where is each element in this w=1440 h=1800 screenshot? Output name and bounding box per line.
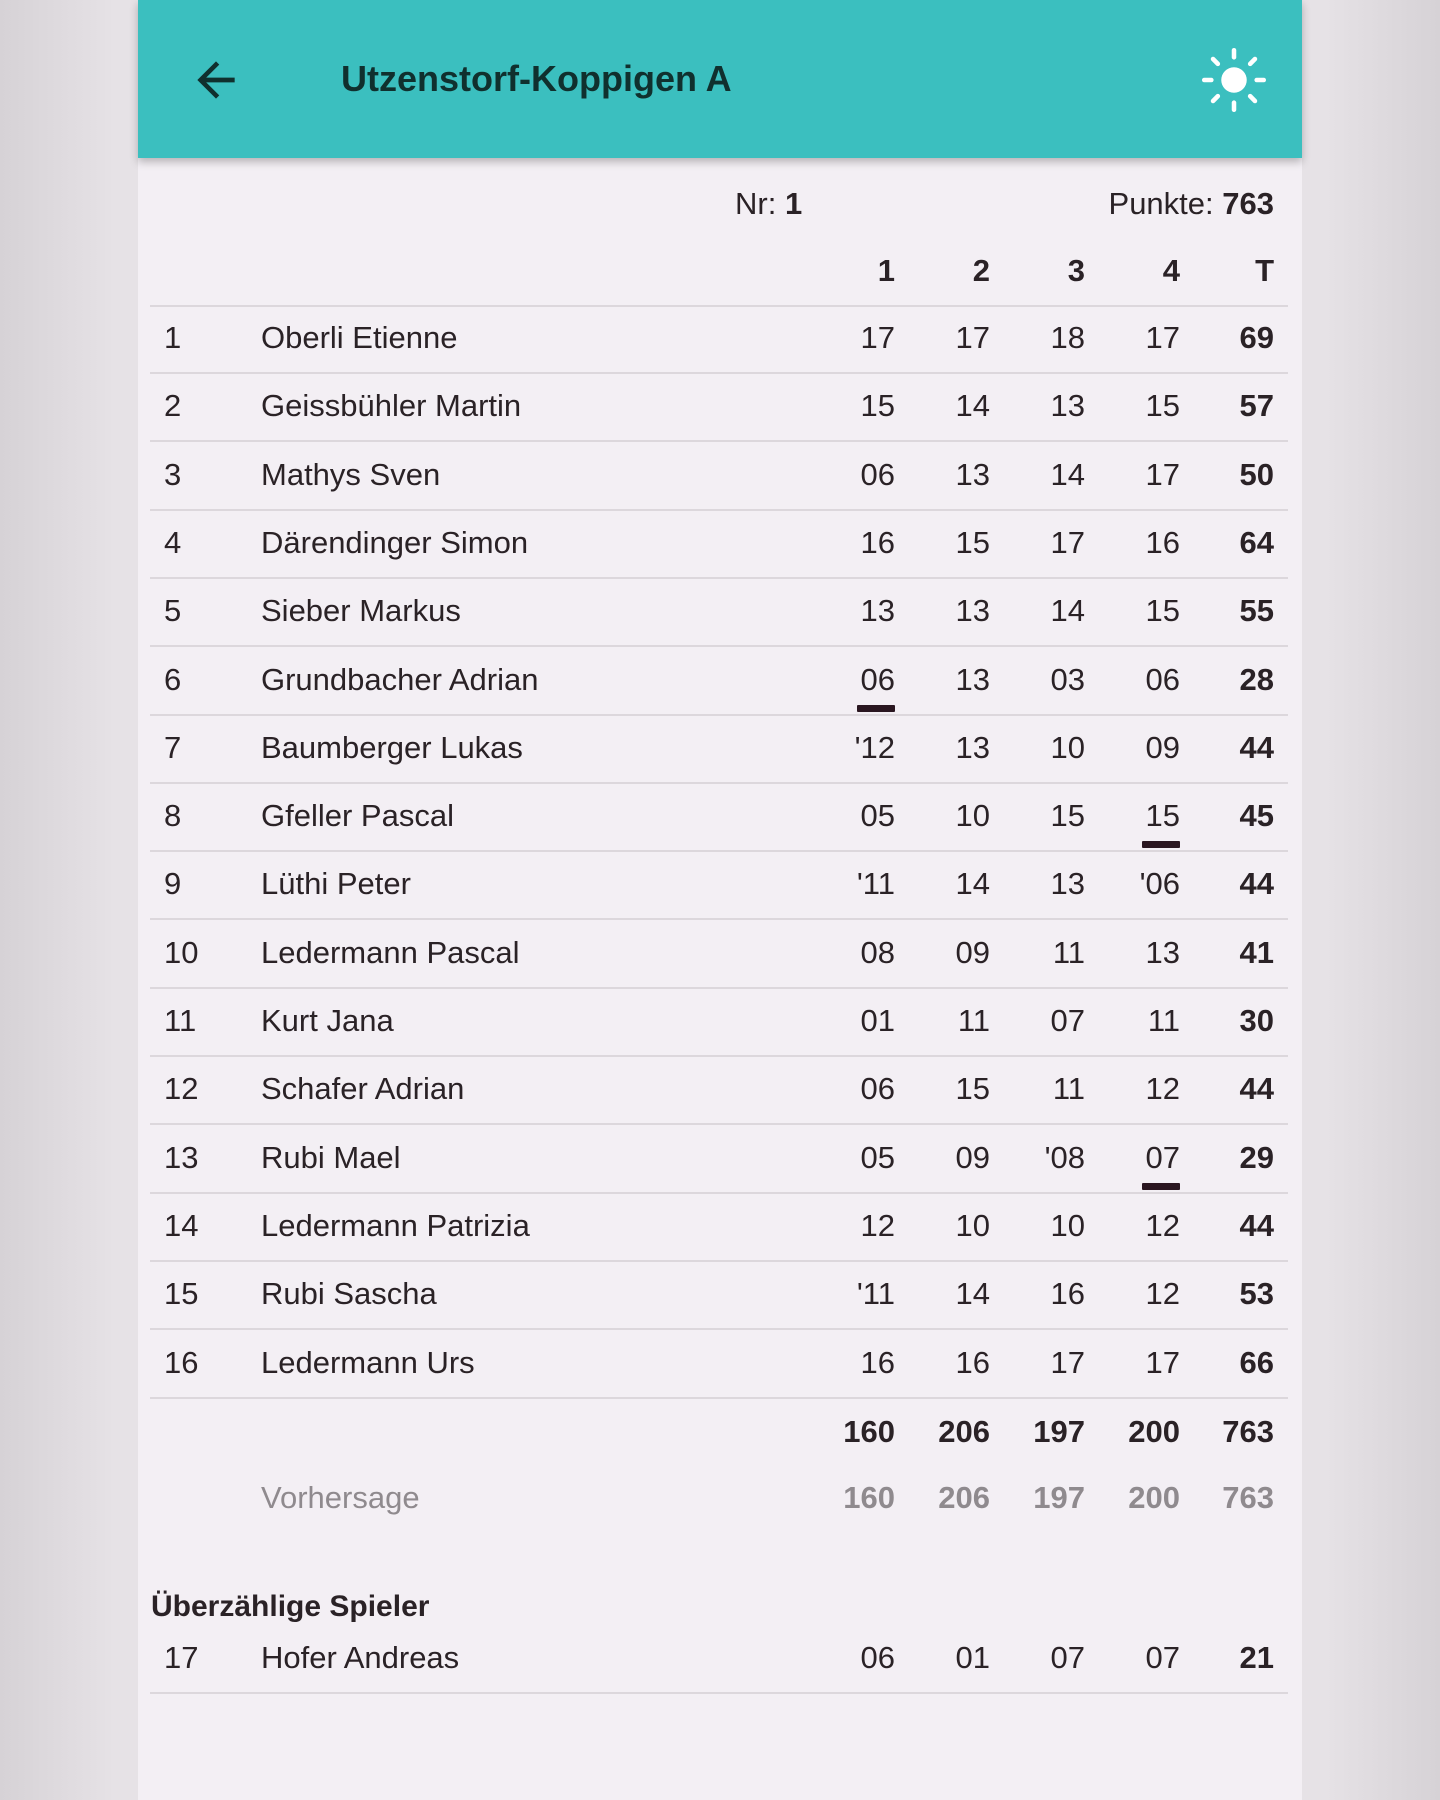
score-cell: 14 <box>955 1276 990 1312</box>
score-cell: 13 <box>955 661 990 697</box>
score-cell: 17 <box>860 320 895 355</box>
player-rank: 16 <box>164 1344 199 1380</box>
player-row[interactable] <box>150 1192 1288 1262</box>
total-value: 763 <box>1222 1414 1274 1449</box>
player-name: Mathys Sven <box>261 456 441 492</box>
column-header: 4 <box>1162 253 1180 288</box>
score-cell: 10 <box>955 798 990 834</box>
player-rank: 13 <box>164 1139 199 1175</box>
score-cell: '12 <box>854 729 895 765</box>
player-total: 41 <box>1239 934 1274 970</box>
score-cell: 08 <box>860 934 895 970</box>
player-total: 44 <box>1239 866 1274 902</box>
score-cell: 07 <box>1090 1138 1180 1178</box>
score-cell: 17 <box>1145 320 1180 355</box>
forecast-value: 763 <box>1222 1480 1274 1515</box>
player-row[interactable] <box>150 509 1288 579</box>
score-cell: 15 <box>1145 593 1180 629</box>
score-cell: 16 <box>860 524 895 560</box>
score-cell: 17 <box>1050 524 1085 560</box>
column-header: 1 <box>877 253 895 288</box>
score-cell: 14 <box>955 388 990 424</box>
score-cell: 11 <box>1052 934 1085 970</box>
forecast-value: 200 <box>1128 1480 1180 1515</box>
arrow-left-icon[interactable] <box>188 52 244 108</box>
player-rank: 8 <box>164 798 182 834</box>
extra-players-heading: Überzählige Spieler <box>151 1590 430 1623</box>
nr-label: Nr: <box>735 186 777 221</box>
player-rank: 5 <box>164 593 182 629</box>
score-cell: 05 <box>860 1139 895 1175</box>
score-cell: 12 <box>1145 1071 1180 1107</box>
player-row[interactable] <box>150 304 1288 374</box>
forecast-label: Vorhersage <box>261 1480 420 1515</box>
player-row[interactable] <box>150 372 1288 442</box>
score-cell: 16 <box>860 1344 895 1380</box>
table-header <box>150 237 1288 307</box>
score-cell: 11 <box>1147 1003 1180 1038</box>
score-cell: 06 <box>860 456 895 492</box>
score-cell: 16 <box>1050 1276 1085 1312</box>
player-name: Baumberger Lukas <box>261 729 523 765</box>
player-rank: 1 <box>164 320 182 355</box>
score-cell: 13 <box>1050 866 1085 902</box>
player-total: 64 <box>1239 524 1274 560</box>
score-cell: 11 <box>957 1003 990 1038</box>
score-cell: 18 <box>1050 320 1085 355</box>
score-cell: 16 <box>955 1344 990 1380</box>
score-cell: 12 <box>1145 1207 1180 1243</box>
score-cell: 17 <box>1050 1344 1085 1380</box>
player-total: 45 <box>1239 798 1274 834</box>
forecast-value: 197 <box>1033 1480 1085 1515</box>
total-value: 206 <box>938 1414 990 1449</box>
score-cell: 03 <box>1050 661 1085 697</box>
punkte-value: 763 <box>1222 186 1274 221</box>
score-cell: 15 <box>955 524 990 560</box>
score-cell: '08 <box>1044 1139 1085 1175</box>
player-row[interactable] <box>150 1329 1288 1399</box>
score-cell: 16 <box>1145 524 1180 560</box>
player-rank: 15 <box>164 1276 199 1312</box>
player-name: Kurt Jana <box>261 1003 394 1038</box>
player-total: 30 <box>1239 1003 1274 1038</box>
player-row[interactable] <box>150 1260 1288 1330</box>
player-total: 53 <box>1239 1276 1274 1312</box>
player-total: 57 <box>1239 388 1274 424</box>
score-cell: 15 <box>1145 388 1180 424</box>
score-cell: 15 <box>1050 798 1085 834</box>
score-cell: 15 <box>955 1071 990 1107</box>
player-name: Rubi Mael <box>261 1139 401 1175</box>
score-cell: 17 <box>1145 1344 1180 1380</box>
player-rank: 2 <box>164 388 182 424</box>
score-cell: 10 <box>1050 1207 1085 1243</box>
totals-row <box>150 1398 1288 1466</box>
player-row[interactable] <box>150 577 1288 647</box>
player-total: 21 <box>1239 1640 1274 1675</box>
score-cell: 06 <box>860 1640 895 1675</box>
score-cell: 11 <box>1052 1071 1085 1107</box>
player-name: Geissbühler Martin <box>261 388 522 424</box>
player-rank: 17 <box>164 1640 199 1675</box>
score-cell: 13 <box>955 593 990 629</box>
player-total: 69 <box>1239 320 1274 355</box>
score-cell: 09 <box>955 1139 990 1175</box>
player-name: Hofer Andreas <box>261 1640 460 1675</box>
player-total: 29 <box>1239 1139 1274 1175</box>
player-row[interactable] <box>150 782 1288 852</box>
forecast-value: 206 <box>938 1480 990 1515</box>
player-row[interactable] <box>150 646 1288 716</box>
score-cell: 01 <box>860 1003 895 1038</box>
total-value: 200 <box>1128 1414 1180 1449</box>
team-points <box>1109 184 1274 224</box>
player-rank: 4 <box>164 524 182 560</box>
player-name: Ledermann Patrizia <box>261 1207 530 1243</box>
score-cell: 07 <box>1050 1003 1085 1038</box>
player-row[interactable] <box>150 1055 1288 1125</box>
player-rank: 12 <box>164 1071 199 1107</box>
score-cell: 06 <box>805 660 895 700</box>
player-total: 50 <box>1239 456 1274 492</box>
nr-value: 1 <box>784 186 803 221</box>
player-name: Schafer Adrian <box>261 1071 465 1107</box>
player-total: 28 <box>1239 661 1274 697</box>
column-header: T <box>1255 253 1274 288</box>
player-rank: 6 <box>164 661 182 697</box>
player-rank: 7 <box>164 729 182 765</box>
player-total: 44 <box>1239 1071 1274 1107</box>
score-cell: 13 <box>955 456 990 492</box>
score-cell: 12 <box>860 1207 895 1243</box>
player-row[interactable] <box>150 987 1288 1057</box>
player-name: Ledermann Pascal <box>261 934 520 970</box>
score-cell: 14 <box>1050 593 1085 629</box>
player-total: 44 <box>1239 1207 1274 1243</box>
player-row[interactable] <box>150 919 1288 989</box>
total-value: 197 <box>1033 1414 1085 1449</box>
player-row[interactable] <box>150 714 1288 784</box>
score-cell: 12 <box>1145 1276 1180 1312</box>
player-total: 66 <box>1239 1344 1274 1380</box>
score-cell: 10 <box>955 1207 990 1243</box>
column-header: 3 <box>1067 253 1085 288</box>
score-cell: 09 <box>955 934 990 970</box>
score-cell: 14 <box>1050 456 1085 492</box>
player-name: Gfeller Pascal <box>261 798 454 834</box>
player-row[interactable] <box>150 1624 1288 1694</box>
player-name: Oberli Etienne <box>261 320 458 355</box>
player-name: Grundbacher Adrian <box>261 661 539 697</box>
score-cell: 17 <box>955 320 990 355</box>
player-total: 55 <box>1239 593 1274 629</box>
player-name: Rubi Sascha <box>261 1276 437 1312</box>
player-rank: 11 <box>164 1003 197 1038</box>
team-number <box>735 184 802 224</box>
team-panel <box>138 0 1302 1800</box>
player-row[interactable] <box>150 850 1288 920</box>
total-value: 160 <box>843 1414 895 1449</box>
player-row[interactable] <box>150 441 1288 511</box>
score-cell: 15 <box>1090 796 1180 836</box>
score-cell: 13 <box>1145 934 1180 970</box>
score-cell: 13 <box>1050 388 1085 424</box>
score-cell: 06 <box>860 1071 895 1107</box>
score-cell: '06 <box>1139 866 1180 902</box>
score-cell: 09 <box>1145 729 1180 765</box>
score-cell: 05 <box>860 798 895 834</box>
player-rank: 3 <box>164 456 182 492</box>
player-rank: 14 <box>164 1207 199 1243</box>
forecast-value: 160 <box>843 1480 895 1515</box>
player-name: Lüthi Peter <box>261 866 411 902</box>
score-cell: 13 <box>860 593 895 629</box>
punkte-label: Punkte: <box>1108 186 1214 221</box>
score-cell: 01 <box>955 1640 990 1675</box>
player-rank: 9 <box>164 866 182 902</box>
score-cell: '11 <box>856 1276 895 1312</box>
player-row[interactable] <box>150 1124 1288 1194</box>
score-cell: 06 <box>1145 661 1180 697</box>
score-cell: 07 <box>1145 1640 1180 1675</box>
score-cell: 15 <box>860 388 895 424</box>
score-cell: 13 <box>955 729 990 765</box>
player-name: Ledermann Urs <box>261 1344 475 1380</box>
column-header: 2 <box>972 253 990 288</box>
score-cell: 14 <box>955 866 990 902</box>
sun-icon[interactable] <box>1200 46 1268 114</box>
page-title: Utzenstorf-Koppigen A <box>341 58 732 99</box>
player-name: Därendinger Simon <box>261 524 529 560</box>
score-cell: 10 <box>1050 729 1085 765</box>
player-rank: 10 <box>164 934 199 970</box>
player-total: 44 <box>1239 729 1274 765</box>
score-cell: '11 <box>856 866 895 902</box>
score-cell: 07 <box>1050 1640 1085 1675</box>
forecast-row <box>150 1464 1288 1532</box>
player-name: Sieber Markus <box>261 593 461 629</box>
app-bar <box>138 0 1302 158</box>
score-cell: 17 <box>1145 456 1180 492</box>
